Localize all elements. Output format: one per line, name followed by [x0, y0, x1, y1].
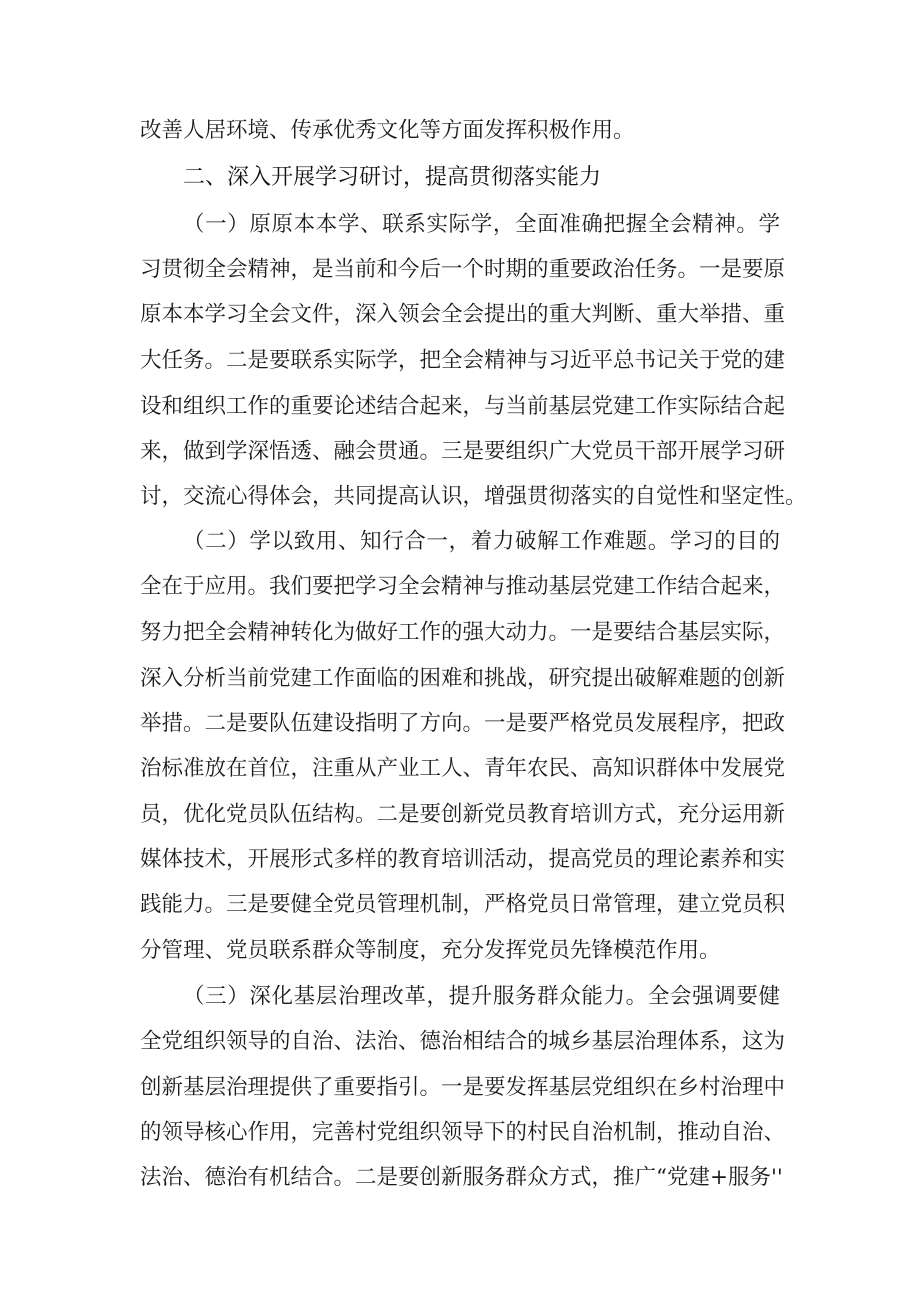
paragraph-line: 来，做到学深悟透、融会贯通。三是要组织广大党员干部开展学习研 — [140, 439, 786, 464]
section-heading: 二、深入开展学习研讨，提高贯彻落实能力 — [183, 165, 602, 190]
paragraph-line: 全在于应用。我们要把学习全会精神与推动基层党建工作结合起来， — [140, 574, 786, 599]
paragraph-line: （三）深化基层治理改革，提升服务群众能力。全会强调要健 — [183, 984, 780, 1009]
paragraph-line: 治标准放在首位，注重从产业工人、青年农民、高知识群体中发展党 — [140, 756, 786, 781]
paragraph-line: （一）原原本本学、联系实际学，全面准确把握全会精神。学 — [183, 212, 780, 237]
paragraph-line: 践能力。三是要健全党员管理机制，严格党员日常管理，建立党员积 — [140, 892, 786, 917]
paragraph-line: 法治、德治有机结合。二是要创新服务群众方式，推广“党建+服务'' — [140, 1165, 783, 1190]
paragraph-line: （二）学以致用、知行合一，着力破解工作难题。学习的目的 — [183, 529, 780, 554]
paragraph-line: 努力把全会精神转化为做好工作的强大动力。一是要结合基层实际， — [140, 620, 786, 645]
paragraph-line: 大任务。二是要联系实际学，把全会精神与习近平总书记关于党的建 — [140, 348, 786, 373]
paragraph-line: 员，优化党员队伍结构。二是要创新党员教育培训方式，充分运用新 — [140, 802, 786, 827]
paragraph-line: 深入分析当前党建工作面临的困难和挑战，研究提出破解难题的创新 — [140, 666, 786, 691]
paragraph-line: 创新基层治理提供了重要指引。一是要发挥基层党组织在乡村治理中 — [140, 1075, 786, 1100]
paragraph-line: 习贯彻全会精神，是当前和今后一个时期的重要政治任务。一是要原 — [140, 257, 786, 282]
paragraph-line: 原本本学习全会文件，深入领会全会提出的重大判断、重大举措、重 — [140, 302, 786, 327]
paragraph-line: 分管理、党员联系群众等制度，充分发挥党员先锋模范作用。 — [140, 938, 721, 963]
intro-line: 改善人居环境、传承优秀文化等方面发挥积极作用。 — [140, 118, 635, 143]
paragraph-line: 举措。二是要队伍建设指明了方向。一是要严格党员发展程序，把政 — [140, 711, 786, 736]
paragraph-line: 设和组织工作的重要论述结合起来，与当前基层党建工作实际结合起 — [140, 394, 786, 419]
paragraph-line: 全党组织领导的自治、法治、德治相结合的城乡基层治理体系，这为 — [140, 1029, 786, 1054]
paragraph-line: 媒体技术，开展形式多样的教育培训活动，提高党员的理论素养和实 — [140, 847, 786, 872]
paragraph-line: 讨，交流心得体会，共同提高认识，增强贯彻落实的自觉性和坚定性。 — [140, 484, 807, 509]
paragraph-line: 的领导核心作用，完善村党组织领导下的村民自治机制，推动自治、 — [140, 1120, 786, 1145]
